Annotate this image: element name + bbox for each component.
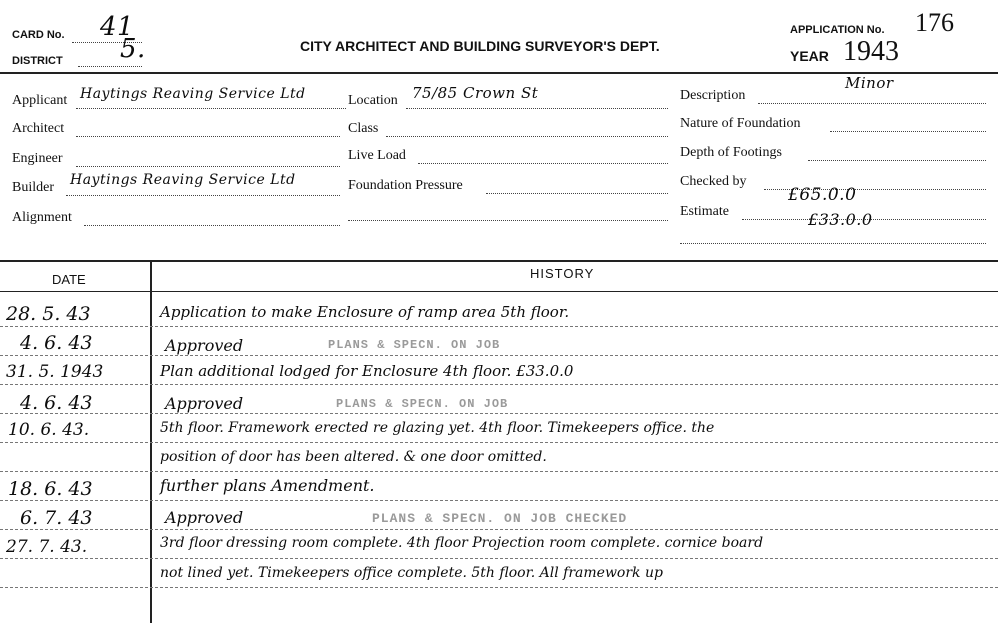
engineer-line [76,166,340,167]
history-row-entry: 3rd floor dressing room complete. 4th floor Projection room complete. cornice board [160,535,764,551]
district-value: 5. [120,34,146,64]
row-rule-4 [0,413,998,414]
applicant-line [76,108,346,109]
row-rule-9 [0,558,998,559]
location-value: 75/85 Crown St [412,84,539,102]
history-row-entry: Approved [165,394,244,413]
district-label: DISTRICT [12,55,63,67]
location-label: Location [348,93,398,108]
application-no-value: 176 [915,8,954,37]
column2-extra-line [348,220,668,221]
department-title: CITY ARCHITECT AND BUILDING SURVEYOR'S DEPT. [300,38,660,54]
depth-line [808,160,986,161]
history-row-entry: position of door has been altered. & one door omitted. [160,449,547,465]
column3-extra-line [680,243,986,244]
estimate-value-2: £33.0.0 [808,210,873,229]
engineer-label: Engineer [12,151,63,166]
history-row-date: 4. 6. 43 [20,392,93,414]
foundation-pressure-line [486,193,668,194]
history-row-entry: Approved [165,336,244,355]
year-value: 1943 [843,36,899,67]
row-rule-8 [0,529,998,530]
application-no-label: APPLICATION No. [790,24,885,36]
row-rule-5 [0,442,998,443]
history-row-date: 6. 7. 43 [20,507,93,529]
history-row-entry: further plans Amendment. [160,476,375,495]
history-row-date: 10. 6. 43. [8,420,90,440]
row-rule-3 [0,384,998,385]
history-column-header: HISTORY [530,266,595,281]
checked-by-label: Checked by [680,174,747,189]
row-rule-1 [0,326,998,327]
nature-of-foundation-label: Nature of Foundation [680,116,801,131]
location-line [406,108,668,109]
description-label: Description [680,88,746,103]
live-load-label: Live Load [348,148,406,163]
history-row-entry: Approved [165,508,244,527]
alignment-label: Alignment [12,210,72,225]
live-load-line [418,163,668,164]
district-line [78,66,142,67]
foundation-pressure-label: Foundation Pressure [348,178,463,193]
history-row-entry: not lined yet. Timekeepers office complete. 5th floor. All framework up [160,565,663,581]
nature-line [830,131,986,132]
builder-label: Builder [12,180,54,195]
row-rule-2 [0,355,998,356]
history-row-entry: 5th floor. Framework erected re glazing yet. 4th floor. Timekeepers office. the [160,420,715,436]
class-line [386,136,668,137]
card-no-label: CARD No. [12,29,65,41]
description-value: Minor [845,74,894,92]
depth-of-footings-label: Depth of Footings [680,145,782,160]
approval-stamp: PLANS & SPECN. ON JOB [328,338,501,352]
history-row-date: 28. 5. 43 [6,303,91,325]
architect-line [76,136,340,137]
card-no-value: 41 [100,12,135,42]
architect-label: Architect [12,121,65,136]
alignment-line [84,225,340,226]
year-label: YEAR [790,48,829,64]
approval-stamp: PLANS & SPECN. ON JOB CHECKED [372,511,628,526]
applicant-value: Haytings Reaving Service Ltd [80,86,306,102]
approval-stamp: PLANS & SPECN. ON JOB [336,397,509,411]
class-label: Class [348,121,379,136]
history-row-date: 27. 7. 43. [6,537,88,557]
history-row-entry: Application to make Enclosure of ramp area 5th floor. [160,303,570,321]
row-rule-7 [0,500,998,501]
row-rule-6 [0,471,998,472]
estimate-value-1: £65.0.0 [788,185,857,205]
builder-value: Haytings Reaving Service Ltd [70,172,296,188]
history-row-date: 31. 5. 1943 [6,362,104,382]
history-row-entry: Plan additional lodged for Enclosure 4th floor. £33.0.0 [160,362,574,380]
description-line [758,103,986,104]
builder-line [66,195,340,196]
applicant-label: Applicant [12,93,68,108]
row-rule-10 [0,587,998,588]
history-row-date: 4. 6. 43 [20,332,93,354]
date-column-header: DATE [52,272,86,287]
estimate-label: Estimate [680,204,729,219]
history-row-date: 18. 6. 43 [8,478,93,500]
